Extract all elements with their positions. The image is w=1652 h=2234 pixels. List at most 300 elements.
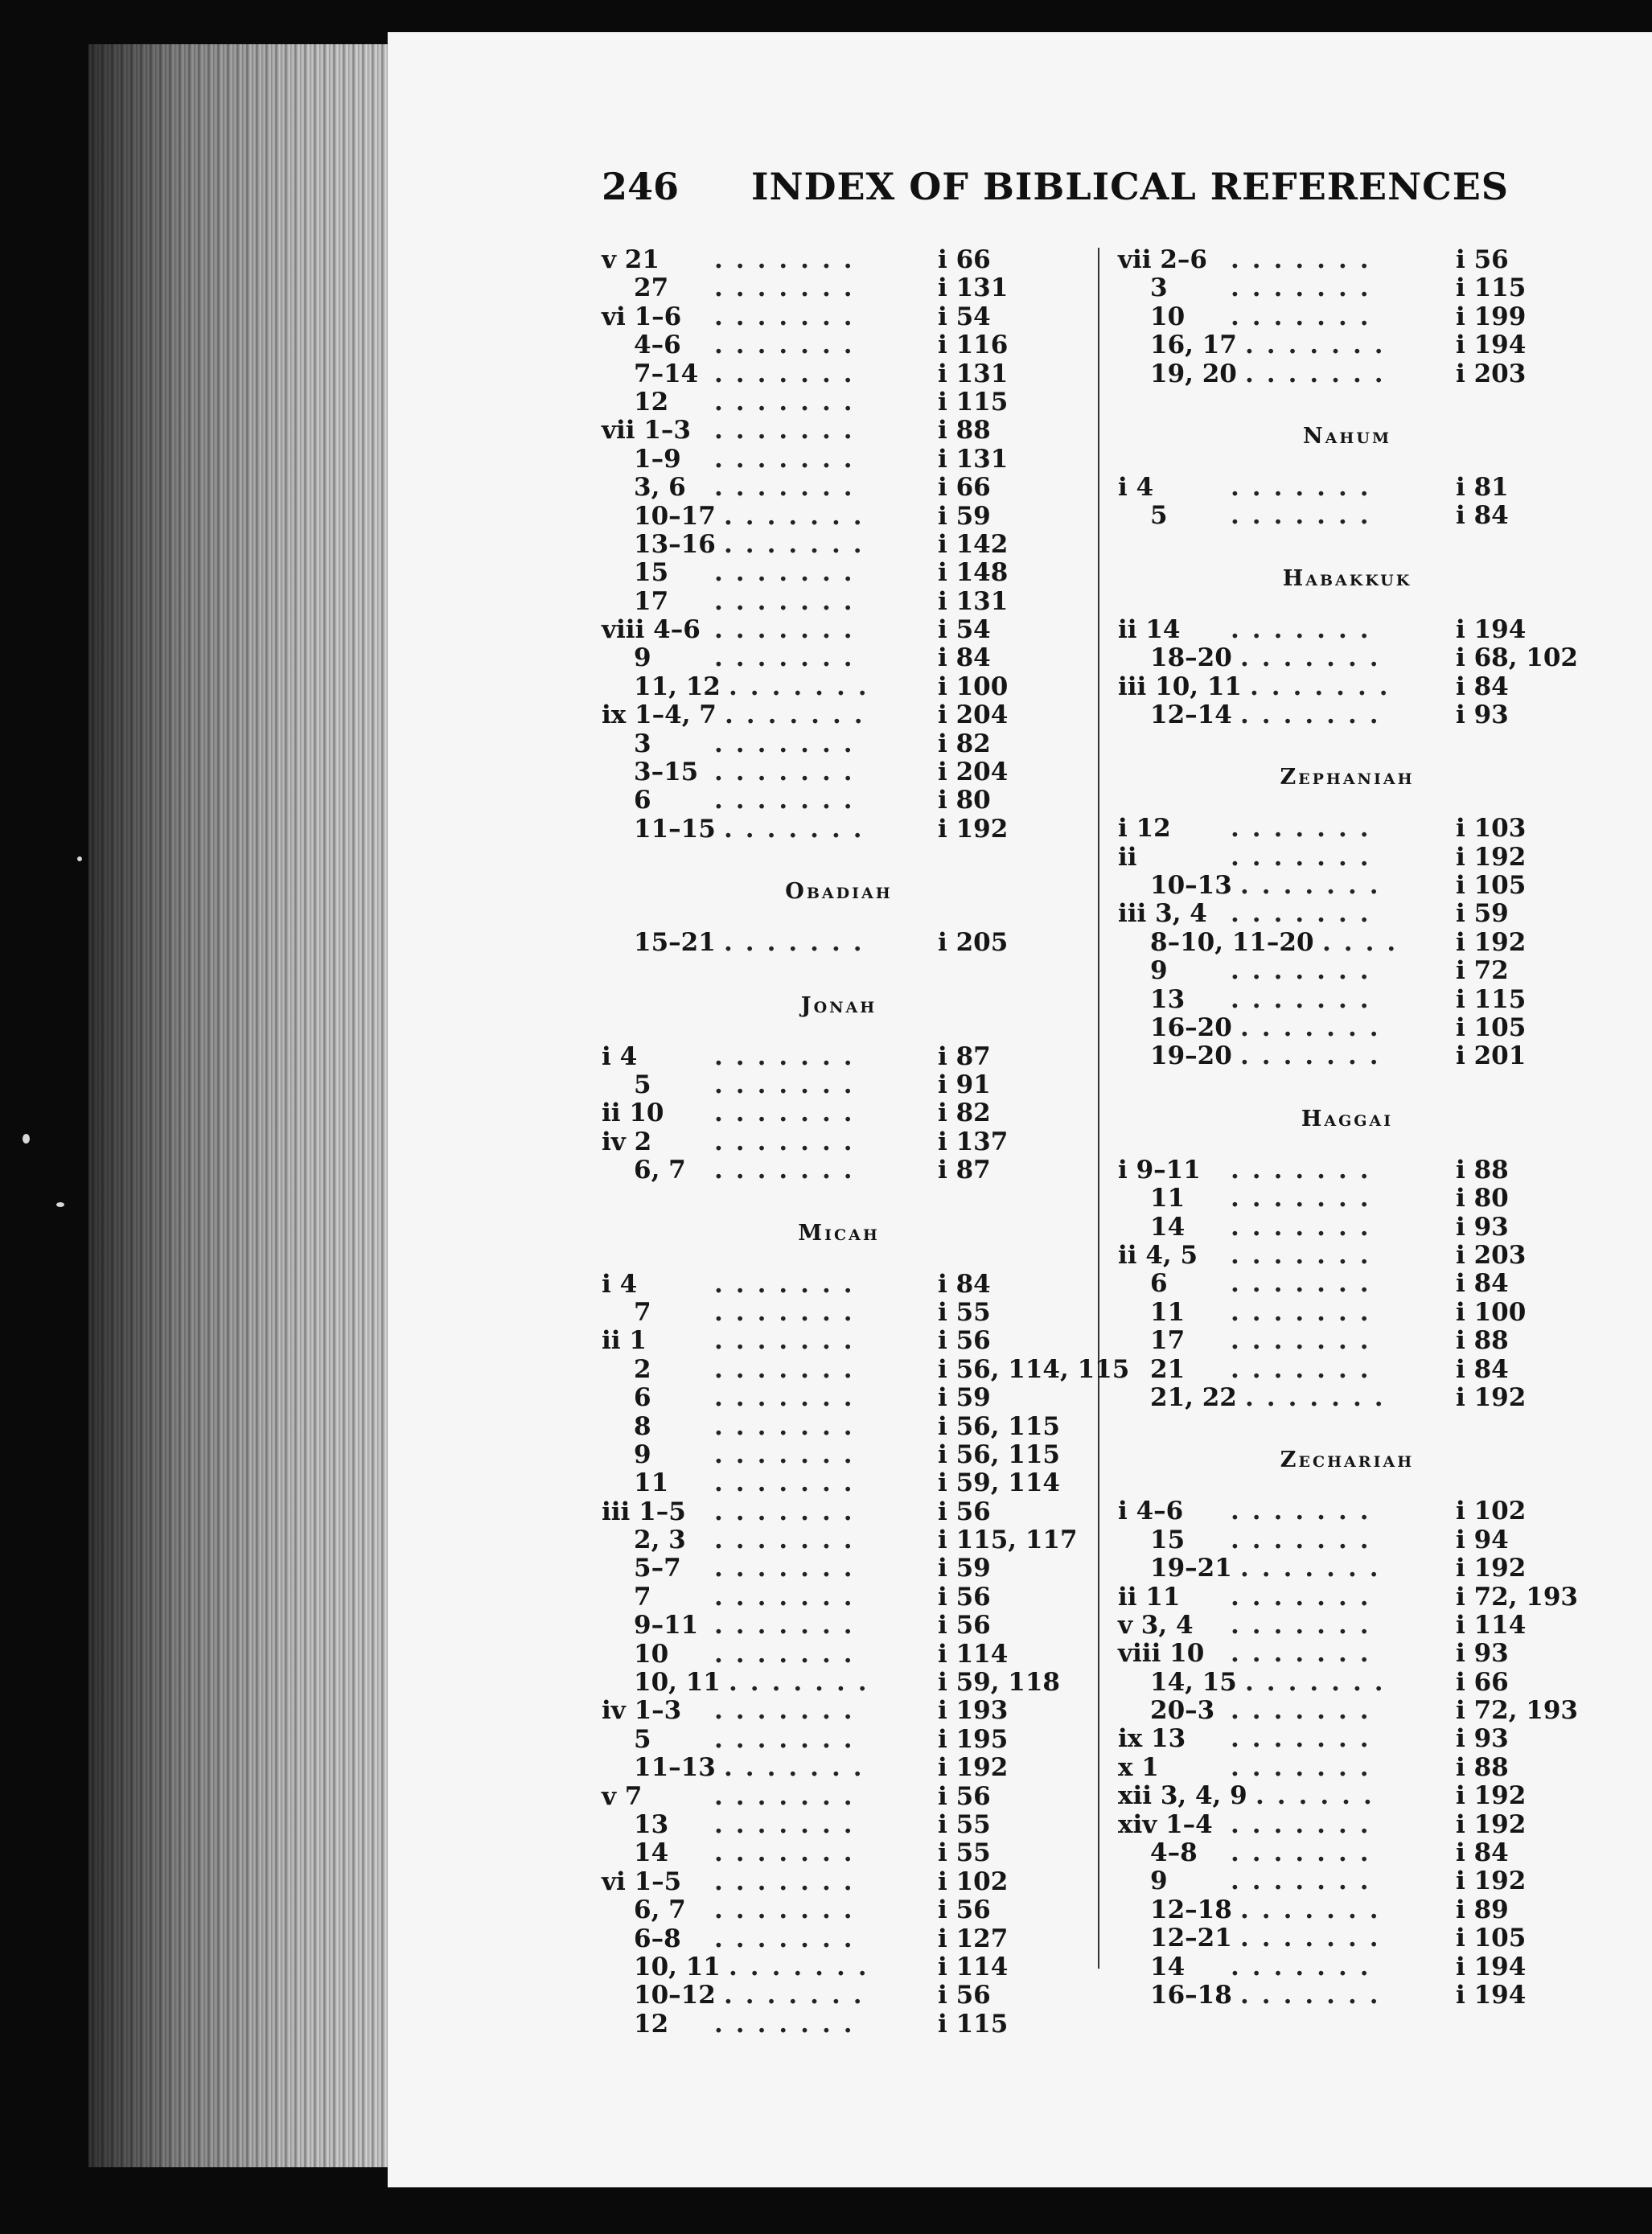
page-reference: i 87 [938, 1156, 991, 1185]
leader-dots: ....... [1231, 1866, 1382, 1896]
verse-reference: 7 [634, 1297, 651, 1327]
leader-dots: ....... [724, 501, 875, 531]
page-reference: i 131 [938, 586, 1009, 616]
index-entry [602, 1156, 1076, 1185]
verse-reference: i 4 [602, 1041, 638, 1071]
verse-reference: 11 [1150, 1184, 1186, 1214]
index-entry [602, 644, 1076, 672]
verse-reference: 5 [634, 1070, 651, 1099]
page-reference: i 131 [938, 273, 1009, 303]
verse-reference: 12–18 [1150, 1895, 1232, 1924]
index-entry [1118, 303, 1576, 331]
leader-dots: ....... [714, 473, 865, 503]
page-reference: i 87 [938, 1041, 991, 1071]
leader-dots: ....... [1231, 956, 1382, 986]
page-reference: i 192 [1456, 1781, 1527, 1811]
index-entry [1118, 1327, 1576, 1355]
index-entry [602, 786, 1076, 815]
leader-dots: ....... [1231, 1212, 1382, 1242]
leader-dots: ....... [1231, 1354, 1382, 1384]
page-reference: i 201 [1456, 1041, 1527, 1071]
page-reference: i 59 [1456, 899, 1509, 929]
index-entry [1118, 474, 1576, 502]
index-entry [1118, 1014, 1576, 1042]
page-reference: i 192 [1456, 1809, 1527, 1839]
page-reference: i 72, 193 [1456, 1582, 1579, 1612]
page-reference: i 84 [938, 1269, 991, 1299]
scan-speck [56, 1202, 64, 1207]
leader-dots: ....... [714, 1127, 865, 1156]
index-entry [602, 417, 1076, 445]
leader-dots: ....... [1231, 1696, 1382, 1726]
page-reference: i 68, 102 [1456, 643, 1579, 673]
leader-dots: ....... [714, 1326, 865, 1356]
page-reference: i 115 [938, 2009, 1009, 2039]
leader-dots: ....... [714, 1924, 865, 1953]
verse-reference: 5 [634, 1724, 651, 1754]
index-entry [602, 1896, 1076, 1924]
leader-dots: ....... [1240, 700, 1391, 729]
index-entry [1118, 1839, 1576, 1867]
scan-speck [23, 1134, 30, 1144]
page-reference: i 137 [938, 1127, 1009, 1156]
index-entry [602, 1354, 1130, 1384]
verse-reference: 19, 20 [1150, 359, 1237, 388]
index-entry [602, 1043, 1076, 1071]
page-reference: i 93 [1456, 1639, 1509, 1669]
leader-dots: ....... [729, 1668, 880, 1698]
leader-dots: ....... [1250, 671, 1401, 701]
verse-reference: iii 1–5 [602, 1497, 686, 1526]
leader-dots: ....... [1231, 1724, 1382, 1754]
leader-dots: ....... [714, 1439, 865, 1469]
verse-reference: i 4 [602, 1269, 638, 1299]
page-reference: i 59 [938, 501, 991, 531]
index-entry [1118, 1042, 1576, 1070]
book-heading [1118, 1412, 1576, 1497]
index-entry [1118, 929, 1576, 957]
leader-dots: ....... [1231, 302, 1382, 331]
leader-dots: ....... [714, 1895, 865, 1925]
verse-reference: iii 3, 4 [1118, 899, 1207, 929]
index-entry [1118, 844, 1576, 872]
verse-reference: ii [1118, 842, 1137, 872]
index-entry [602, 673, 1076, 701]
leader-dots: ....... [714, 1354, 865, 1384]
index-entry [602, 1071, 1076, 1099]
book-heading-label: Obadiah [785, 879, 893, 905]
index-entry [602, 1783, 1076, 1811]
page-reference: i 59 [938, 1554, 991, 1583]
leader-dots: ....... [724, 928, 875, 958]
leader-dots: ....... [1245, 359, 1396, 388]
verse-reference: 18–20 [1150, 643, 1232, 673]
page-reference: i 100 [1456, 1297, 1527, 1327]
index-entry [602, 474, 1076, 502]
index-entry [602, 1583, 1076, 1612]
index-entry [602, 1498, 1076, 1526]
leader-dots: ....... [1231, 842, 1382, 872]
page-reference: i 59, 114 [938, 1468, 1061, 1498]
leader-dots: ....... [729, 671, 880, 701]
leader-dots: ....... [1231, 501, 1382, 531]
page-reference: i 56, 114, 115 [938, 1354, 1130, 1384]
verse-reference: 16, 17 [1150, 331, 1237, 360]
verse-reference: v 21 [602, 245, 660, 274]
verse-reference: 15–21 [634, 928, 716, 958]
leader-dots: ....... [1231, 1155, 1382, 1185]
verse-reference: 9 [1150, 1866, 1168, 1896]
index-entry [1118, 1640, 1576, 1668]
page-reference: i 115 [1456, 273, 1527, 303]
verse-reference: 10, 11 [634, 1668, 721, 1698]
verse-reference: 12 [634, 387, 669, 417]
index-entry [1118, 1526, 1576, 1554]
leader-dots: ....... [1240, 643, 1391, 673]
leader-dots: ....... [714, 1156, 865, 1185]
index-entry [1118, 1156, 1576, 1185]
leader-dots: ....... [1231, 1184, 1382, 1214]
leader-dots: ....... [714, 1639, 865, 1669]
page-reference: i 192 [1456, 842, 1527, 872]
page-reference: i 192 [1456, 1866, 1527, 1896]
leader-dots: ....... [714, 1411, 865, 1441]
index-entry [602, 1868, 1076, 1896]
index-entry [602, 1953, 1076, 1981]
right-index-column [1118, 245, 1579, 2010]
page-reference: i 54 [938, 615, 991, 645]
index-entry [602, 1384, 1076, 1412]
index-entry [1118, 900, 1576, 928]
verse-reference: 14, 15 [1150, 1667, 1237, 1697]
leader-dots: ....... [1231, 1240, 1382, 1270]
verse-reference: vii 1–3 [602, 416, 691, 446]
page-reference: i 59 [938, 1383, 991, 1413]
leader-dots: ....... [714, 1526, 865, 1555]
leader-dots: ....... [1245, 1667, 1396, 1697]
page-reference: i 93 [1456, 1212, 1509, 1242]
page-number: 246 [602, 165, 680, 208]
leader-dots: ....... [714, 615, 865, 645]
page-edge-shadow [88, 44, 394, 2167]
verse-reference: 13 [1150, 984, 1186, 1014]
leader-dots: ....... [1240, 1980, 1391, 2010]
book-heading [1118, 531, 1576, 616]
page-reference: i 84 [938, 643, 991, 673]
leader-dots: ....... [1231, 1752, 1382, 1782]
page-reference: i 127 [938, 1924, 1009, 1953]
index-entry [1118, 331, 1576, 359]
page-reference: i 89 [1456, 1895, 1509, 1924]
leader-dots: ....... [714, 273, 865, 303]
leader-dots: ....... [714, 729, 865, 758]
verse-reference: 4–8 [1150, 1838, 1198, 1868]
page-reference: i 88 [1456, 1155, 1509, 1185]
page-reference: i 91 [938, 1070, 991, 1099]
index-entry [602, 815, 1076, 844]
index-entry [1118, 360, 1576, 388]
page-reference: i 192 [1456, 927, 1527, 957]
verse-reference: xii 3, 4, 9 [1118, 1781, 1247, 1811]
index-entry [602, 1099, 1076, 1127]
verse-reference: 5–7 [634, 1554, 681, 1583]
verse-reference: 19–20 [1150, 1041, 1232, 1071]
index-entry [602, 616, 1076, 644]
verse-reference: 6 [1150, 1269, 1168, 1299]
page-reference: i 56 [938, 1326, 991, 1356]
verse-reference: 14 [1150, 1952, 1186, 1981]
index-entry [1118, 1782, 1576, 1810]
page-reference: i 131 [938, 444, 1009, 474]
verse-reference: 3, 6 [634, 473, 686, 503]
index-entry [602, 388, 1076, 417]
verse-reference: 19–21 [1150, 1554, 1232, 1583]
verse-reference: v 3, 4 [1118, 1610, 1194, 1640]
leader-dots: ....... [1231, 1809, 1382, 1839]
verse-reference: 14 [1150, 1212, 1186, 1242]
verse-reference: i 9–11 [1118, 1155, 1201, 1185]
page-reference: i 93 [1456, 1724, 1509, 1754]
page-reference: i 56, 115 [938, 1439, 1061, 1469]
index-entry [1118, 673, 1576, 701]
index-entry [1118, 274, 1576, 302]
verse-reference: 5 [1150, 501, 1168, 531]
page-reference: i 102 [1456, 1497, 1527, 1526]
index-entry [602, 929, 1076, 957]
leader-dots: ....... [1240, 871, 1391, 901]
page-reference: i 194 [1456, 614, 1527, 644]
index-entry [1118, 1981, 1576, 2010]
leader-dots: ....... [724, 1981, 875, 2010]
index-entry [1118, 1725, 1576, 1753]
verse-reference: 3 [1150, 273, 1168, 303]
leader-dots: ....... [1231, 1952, 1382, 1981]
index-entry [602, 730, 1076, 758]
verse-reference: 10–12 [634, 1981, 716, 2010]
page-reference: i 194 [1456, 1952, 1527, 1981]
leader-dots: ....... [1231, 1610, 1382, 1640]
leader-dots: ....... [1240, 1041, 1391, 1071]
page-reference: i 148 [938, 558, 1009, 588]
leader-dots: ....... [1245, 331, 1396, 360]
page-reference: i 56 [938, 1781, 991, 1811]
index-entry [1118, 986, 1576, 1014]
index-entry [602, 1413, 1076, 1441]
index-entry [1118, 1696, 1579, 1726]
verse-reference: 6 [634, 1383, 651, 1413]
page-reference: i 195 [938, 1724, 1009, 1754]
book-heading-label: Micah [798, 1220, 880, 1246]
leader-dots: ....... [714, 1696, 865, 1726]
leader-dots: ....... [714, 1297, 865, 1327]
verse-reference: 27 [634, 273, 669, 303]
index-entry [602, 1554, 1076, 1583]
index-entry [602, 331, 1076, 359]
book-heading-label: Haggai [1301, 1106, 1394, 1131]
leader-dots: ....... [1231, 1326, 1382, 1356]
leader-dots: ....... [724, 529, 875, 559]
leader-dots: ....... [714, 586, 865, 616]
leader-dots: ....... [714, 786, 865, 815]
leader-dots: ....... [724, 1753, 875, 1783]
page-reference: i 56 [938, 1981, 991, 2010]
leader-dots: ....... [714, 331, 865, 360]
leader-dots: ...... [1255, 1781, 1385, 1811]
page-reference: i 93 [1456, 700, 1509, 729]
page-reference: i 103 [1456, 814, 1527, 844]
leader-dots: ....... [714, 558, 865, 588]
leader-dots: ....... [1231, 1269, 1382, 1299]
page-reference: i 131 [938, 359, 1009, 388]
index-entry [1118, 1612, 1576, 1640]
index-entry [1118, 957, 1576, 985]
page-reference: i 55 [938, 1838, 991, 1868]
index-entry [602, 1754, 1076, 1782]
page-reference: i 72, 193 [1456, 1696, 1579, 1726]
index-entry [1118, 1811, 1576, 1839]
page-reference: i 88 [938, 416, 991, 446]
page-reference: i 84 [1456, 1269, 1509, 1299]
verse-reference: ii 4, 5 [1118, 1240, 1198, 1270]
leader-dots: ....... [1231, 1497, 1382, 1526]
verse-reference: 10–17 [634, 501, 716, 531]
verse-reference: 9 [634, 1439, 651, 1469]
leader-dots: ....... [714, 1781, 865, 1811]
index-entry [1118, 1924, 1576, 1953]
left-index-column [602, 245, 1130, 2039]
verse-reference: 3–15 [634, 758, 699, 787]
index-entry [602, 1981, 1076, 2010]
leader-dots: ....... [714, 302, 865, 331]
page-reference: i 102 [938, 1866, 1009, 1896]
index-entry [1118, 246, 1576, 274]
leader-dots: ....... [1231, 273, 1382, 303]
verse-reference: 10–13 [1150, 871, 1232, 901]
leader-dots: ....... [1240, 1013, 1391, 1043]
page-reference: i 88 [1456, 1326, 1509, 1356]
verse-reference: 15 [634, 558, 669, 588]
page-reference: i 72 [1456, 956, 1509, 986]
page-reference: i 115 [1456, 984, 1527, 1014]
leader-dots: ....... [714, 1866, 865, 1896]
verse-reference: 11–13 [634, 1753, 716, 1783]
page-reference: i 142 [938, 529, 1009, 559]
index-entry [602, 503, 1076, 531]
index-entry [1118, 872, 1576, 900]
verse-reference: 6–8 [634, 1924, 681, 1953]
index-entry [602, 1726, 1076, 1754]
verse-reference: 20–3 [1150, 1696, 1215, 1726]
index-entry [602, 701, 1076, 729]
page-reference: i 94 [1456, 1525, 1509, 1554]
index-entry [602, 1299, 1076, 1327]
book-heading-label: Jonah [800, 992, 877, 1018]
leader-dots: ....... [714, 1554, 865, 1583]
leader-dots: ....... [714, 643, 865, 673]
page-reference: i 105 [1456, 1924, 1527, 1953]
page-reference: i 80 [1456, 1184, 1509, 1214]
verse-reference: 9–11 [634, 1611, 699, 1641]
index-entry [1118, 502, 1576, 530]
leader-dots: ....... [1245, 1382, 1396, 1412]
leader-dots: ....... [1231, 1582, 1382, 1612]
verse-reference: viii 4–6 [602, 615, 701, 645]
verse-reference: iii 10, 11 [1118, 671, 1242, 701]
leader-dots: ....... [1231, 1297, 1382, 1327]
index-entry [602, 246, 1076, 274]
page-reference: i 56 [938, 1582, 991, 1612]
page-reference: i 66 [938, 473, 991, 503]
index-entry [1118, 616, 1576, 644]
leader-dots: ....... [1240, 1924, 1391, 1953]
index-entry [602, 274, 1076, 302]
verse-reference: 16–20 [1150, 1013, 1232, 1043]
book-heading [602, 958, 1076, 1043]
leader-dots: ....... [714, 359, 865, 388]
index-entry [1118, 1554, 1576, 1583]
verse-reference: 8–10, 11–20 [1150, 927, 1314, 957]
page-reference: i 114 [1456, 1610, 1527, 1640]
verse-reference: 2, 3 [634, 1526, 686, 1555]
verse-reference: 11 [1150, 1297, 1186, 1327]
page-reference: i 84 [1456, 1838, 1509, 1868]
page-reference: i 55 [938, 1809, 991, 1839]
leader-dots: .... [1322, 927, 1409, 957]
index-entry [1118, 1242, 1576, 1270]
book-heading [1118, 729, 1576, 815]
leader-dots: ....... [714, 1269, 865, 1299]
leader-dots: ....... [714, 387, 865, 417]
leader-dots: ....... [714, 1582, 865, 1612]
index-entry [1118, 1356, 1576, 1384]
scan-speck [77, 856, 82, 861]
page-reference: i 56 [938, 1895, 991, 1925]
page-reference: i 81 [1456, 472, 1509, 502]
verse-reference: 11, 12 [634, 671, 721, 701]
page-reference: i 56 [938, 1611, 991, 1641]
index-entry [602, 758, 1076, 786]
book-heading [1118, 388, 1576, 474]
leader-dots: ....... [1231, 1525, 1382, 1554]
index-entry [602, 588, 1076, 616]
leader-dots: ....... [714, 416, 865, 446]
verse-reference: 8 [634, 1411, 651, 1441]
page-reference: i 105 [1456, 1013, 1527, 1043]
page-reference: i 199 [1456, 302, 1527, 331]
page-reference: i 82 [938, 729, 991, 758]
page-reference: i 88 [1456, 1752, 1509, 1782]
page-reference: i 66 [1456, 1667, 1509, 1697]
index-entry [1118, 1270, 1576, 1298]
leader-dots: ....... [1231, 1838, 1382, 1868]
index-entry [1118, 1299, 1576, 1327]
verse-reference: ii 10 [602, 1099, 664, 1128]
page-reference: i 192 [938, 1753, 1009, 1783]
leader-dots: ....... [1240, 1895, 1391, 1924]
index-entry [602, 1839, 1076, 1867]
book-heading-label: Zephaniah [1280, 765, 1415, 791]
verse-reference: viii 10 [1118, 1639, 1205, 1669]
index-entry [1118, 1953, 1576, 1981]
page-reference: i 105 [1456, 871, 1527, 901]
page-reference: i 100 [938, 671, 1009, 701]
page-reference: i 56, 115 [938, 1411, 1061, 1441]
verse-reference: ii 1 [602, 1326, 647, 1356]
leader-dots: ....... [714, 1497, 865, 1526]
verse-reference: 9 [634, 643, 651, 673]
index-entry [602, 1697, 1076, 1725]
verse-reference: 12–21 [1150, 1924, 1232, 1953]
